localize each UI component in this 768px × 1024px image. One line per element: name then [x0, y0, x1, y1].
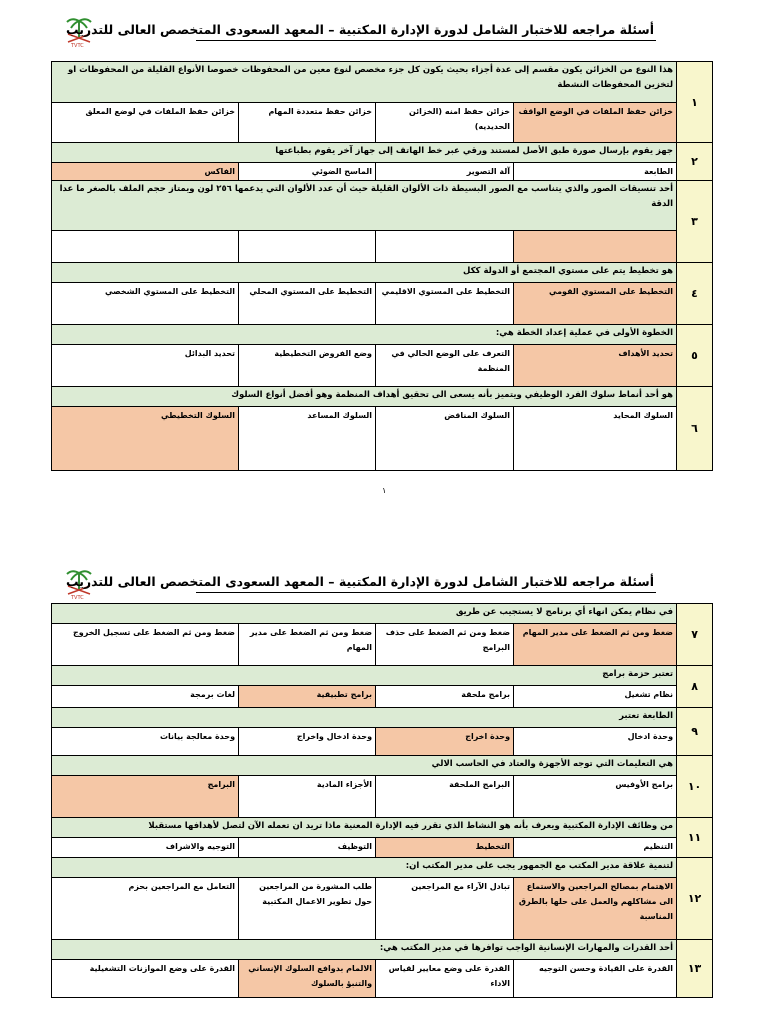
- question-number: ١٠: [677, 756, 713, 818]
- answer-option: وحدة معالجة بيانات: [52, 728, 239, 756]
- answer-option: خزائن حفظ الملفات في لوضع المعلق: [52, 103, 239, 143]
- answer-option: وضع الفروض التخطيطية: [239, 345, 376, 387]
- question-number: ١١: [677, 818, 713, 858]
- question-text: هي التعليمات التي توجه الأجهزة والعتاد في الحاسب الالي: [52, 756, 677, 776]
- answer-option-correct: تحديد الأهداف: [514, 345, 677, 387]
- answer-option: السلوك المساعد: [239, 407, 376, 471]
- answer-option-correct: وحدة اخراج: [376, 728, 514, 756]
- answer-option-correct: خزائن حفظ الملفات في الوضع الواقف: [514, 103, 677, 143]
- question-text: في نظام يمكن انهاء أي برنامج لا يستجيب عن طريق: [52, 604, 677, 624]
- answer-option: تبادل الآراء مع المراجعين: [376, 878, 514, 940]
- answer-option: ضغط ومن ثم الضغط على تسجيل الخروج: [52, 624, 239, 666]
- question-text: من وظائف الإدارة المكتبية ويعرف بأنه هو النشاط الذي تقرر فيه الإدارة المعنية ماذا تريد ان تعمله الآن لتصل لأهدافها مستقبلا: [52, 818, 677, 838]
- document-title: أسئلة مراجعه للاختبار الشامل لدورة الإدارة المكتبية – المعهد السعودى المتخصص العالى للتدريب: [66, 574, 654, 589]
- answer-option: الماسح الضوئي: [239, 163, 376, 181]
- answer-option: القدرة على القيادة وحسن التوجيه: [514, 960, 677, 998]
- answer-option-correct: التخطيط: [376, 838, 514, 858]
- title-underline: [196, 40, 656, 41]
- svg-text:TVTC: TVTC: [71, 595, 84, 600]
- answer-option: السلوك المحايد: [514, 407, 677, 471]
- question-number: ٣: [677, 181, 713, 263]
- question-text: أحد تنسيقات الصور والذي يتناسب مع الصور البسيطة ذات الألوان القليلة حيث أن عدد الألوان التي يدعمها ٢٥٦ لون ويمتاز حجم الملف بالصغر ما عدا الدقة: [52, 181, 677, 231]
- answer-option: [376, 231, 514, 263]
- answer-option: وحدة ادخال واخراج: [239, 728, 376, 756]
- question-number: ٨: [677, 666, 713, 708]
- answer-option: التعرف على الوضع الحالي في المنظمة: [376, 345, 514, 387]
- answer-option: تحديد البدائل: [52, 345, 239, 387]
- question-number: ١٢: [677, 858, 713, 940]
- answer-option-correct: التخطيط على المستوي القومي: [514, 283, 677, 325]
- question-number: ٢: [677, 143, 713, 181]
- answer-option: آلة التصوير: [376, 163, 514, 181]
- answer-option: القدرة على وضع معايير لقياس الاداء: [376, 960, 514, 998]
- answer-option: التوجيه والاشراف: [52, 838, 239, 858]
- question-text: تعتبر حزمة برامج: [52, 666, 677, 686]
- answer-option: التنظيم: [514, 838, 677, 858]
- question-text: الطابعة تعتبر: [52, 708, 677, 728]
- document-title: أسئلة مراجعه للاختبار الشامل لدورة الإدارة المكتبية – المعهد السعودى المتخصص العالى للتدريب: [66, 22, 654, 37]
- question-number: ٥: [677, 325, 713, 387]
- page-header: [0, 14, 768, 50]
- answer-option: [52, 231, 239, 263]
- page-header: [0, 566, 768, 602]
- question-number: ١٣: [677, 940, 713, 998]
- answer-option: القدرة على وضع الموازنات التشغيلية: [52, 960, 239, 998]
- question-number: ٧: [677, 604, 713, 666]
- answer-option: التخطيط على المستوي الاقليمي: [376, 283, 514, 325]
- question-number: ٦: [677, 387, 713, 471]
- title-underline: [196, 592, 656, 593]
- answer-option: السلوك المناقض: [376, 407, 514, 471]
- svg-text:TVTC: TVTC: [71, 43, 84, 48]
- answer-option: وحدة ادخال: [514, 728, 677, 756]
- answer-option: برامج ملحقة: [376, 686, 514, 708]
- answer-option: التخطيط على المستوي الشخصي: [52, 283, 239, 325]
- question-number: ١: [677, 62, 713, 143]
- question-text: الخطوة الأولى في عملية إعداد الخطة هي:: [52, 325, 677, 345]
- answer-option-correct: [514, 231, 677, 263]
- answer-option-correct: السلوك التخطيطي: [52, 407, 239, 471]
- answer-option: طلب المشورة من المراجعين حول تطوير الاعمال المكتبية: [239, 878, 376, 940]
- answer-option-correct: الالمام بدوافع السلوك الإنساني والتنبؤ بالسلوك: [239, 960, 376, 998]
- answer-option-correct: ضغط ومن ثم الضغط على مدير المهام: [514, 624, 677, 666]
- answer-option: ضغط ومن ثم الضغط على حذف البرامج: [376, 624, 514, 666]
- page-number: ١: [382, 486, 387, 495]
- answer-option: التخطيط على المستوي المحلي: [239, 283, 376, 325]
- question-text: لتنمية علاقة مدير المكتب مع الجمهور يجب على مدير المكتب ان:: [52, 858, 677, 878]
- question-number: ٩: [677, 708, 713, 756]
- questions-table-page-2: [51, 603, 713, 998]
- answer-option-correct: برامج تطبيقية: [239, 686, 376, 708]
- answer-option: ضغط ومن ثم الضغط على مدير المهام: [239, 624, 376, 666]
- answer-option: نظام تشغيل: [514, 686, 677, 708]
- answer-option-correct: الفاكس: [52, 163, 239, 181]
- answer-option: الطابعة: [514, 163, 677, 181]
- answer-option: التوظيف: [239, 838, 376, 858]
- answer-option: [239, 231, 376, 263]
- question-text: هو أحد أنماط سلوك الفرد الوظيفي ويتميز بأنه يسعى الى تحقيق أهداف المنظمة وهو أفضل أنواع السلوك: [52, 387, 677, 407]
- answer-option-correct: البرامج: [52, 776, 239, 818]
- answer-option: التعامل مع المراجعين بحزم: [52, 878, 239, 940]
- question-text: جهز يقوم بإرسال صورة طبق الأصل لمستند ورقي عبر خط الهاتف إلى جهاز آخر يقوم بطباعتها: [52, 143, 677, 163]
- answer-option: الأجزاء المادية: [239, 776, 376, 818]
- answer-option: البرامج الملحقة: [376, 776, 514, 818]
- question-text: هو تخطيط يتم على مستوي المجتمع أو الدولة ككل: [52, 263, 677, 283]
- question-text: أحد القدرات والمهارات الإنسانية الواجب توافرها في مدير المكتب هي:: [52, 940, 677, 960]
- answer-option: خزائن حفظ امنه (الخزائن الحديديه): [376, 103, 514, 143]
- question-number: ٤: [677, 263, 713, 325]
- answer-option-correct: الاهتمام بمصالح المراجعين والاستماع الى مشاكلهم والعمل على حلها بالطرق المناسبة: [514, 878, 677, 940]
- answer-option: برامج الأوفيس: [514, 776, 677, 818]
- answer-option: لغات برمجة: [52, 686, 239, 708]
- question-text: هذا النوع من الخزائن يكون مقسم إلى عدة أجزاء بحيث يكون كل جزء مخصص لنوع معين من المحفوظات خصوصا الأنواع القليلة من المحفوظات او لتخزين المحفوظات النشطة: [52, 62, 677, 103]
- answer-option: خزائن حفظ متعددة المهام: [239, 103, 376, 143]
- questions-table-page-1: [51, 61, 713, 471]
